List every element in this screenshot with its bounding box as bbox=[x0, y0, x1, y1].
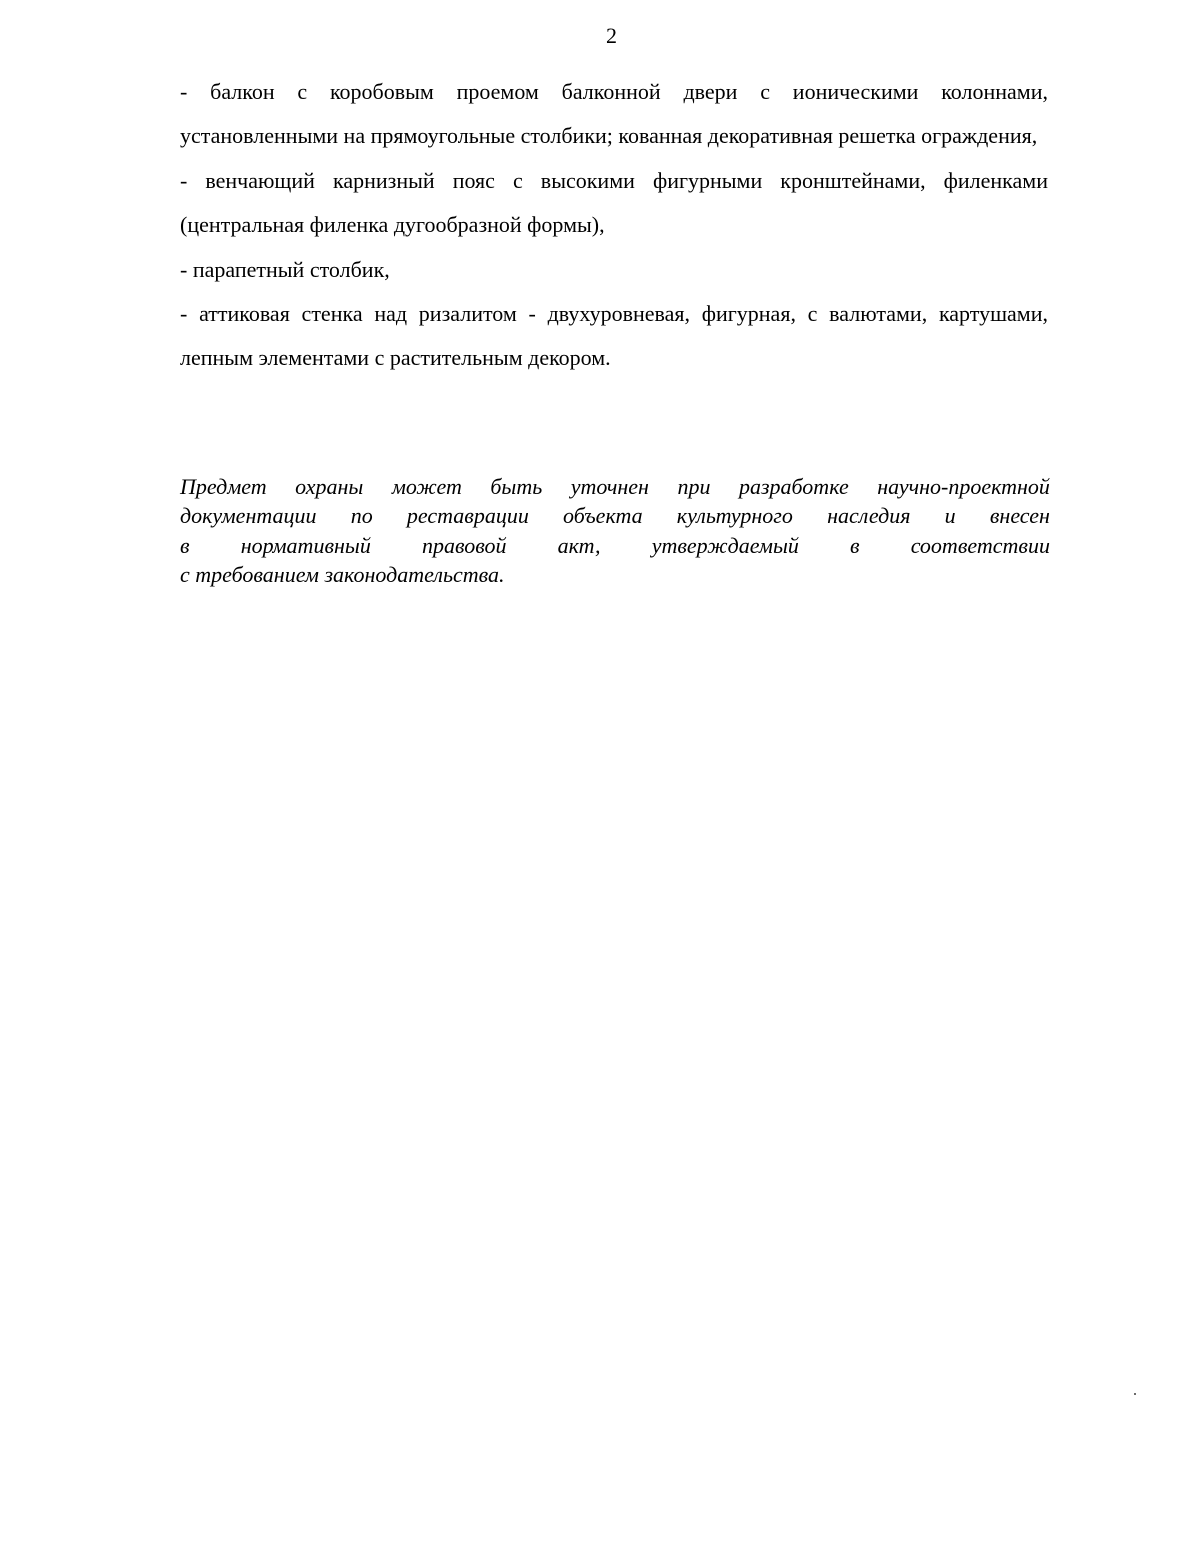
note-word: акт, bbox=[557, 532, 601, 558]
note-word: и bbox=[944, 503, 956, 529]
note-word: соответствии bbox=[910, 532, 1050, 558]
note-word: культурного bbox=[676, 503, 793, 529]
note-word: утверждаемый bbox=[651, 532, 799, 558]
note-word: Предмет bbox=[180, 474, 267, 499]
note-word: научно-проектной bbox=[877, 474, 1050, 499]
note-word: реставрации bbox=[406, 503, 529, 529]
note-line-2 bbox=[180, 501, 1050, 530]
note-line-1 bbox=[180, 472, 1050, 501]
item-attic-wall: - аттиковая стенка над ризалитом - двухуровневая, фигурная, с валютами, картушами, лепным элементами с растительным декором. bbox=[180, 301, 1048, 371]
page-number: 2 bbox=[606, 23, 617, 48]
note-word: охраны bbox=[295, 474, 364, 499]
note-line-3 bbox=[180, 531, 1050, 560]
note-word: может bbox=[391, 474, 462, 499]
item-cornice-belt: - венчающий карнизный пояс с высокими фигурными кронштейнами, филенками (центральная филенка дугообразной формы), bbox=[180, 167, 1048, 238]
note-word: нормативный bbox=[240, 532, 371, 558]
note-word: объекта bbox=[563, 503, 643, 529]
note-word: правовой bbox=[421, 532, 507, 558]
protection-subject-note bbox=[180, 472, 1050, 589]
note-word: уточнен bbox=[570, 474, 649, 499]
note-word: быть bbox=[490, 474, 543, 499]
note-word: внесен bbox=[989, 503, 1050, 529]
note-word: при bbox=[677, 474, 711, 499]
item-balcony: - балкон с коробовым проемом балконной двери с ионическими колоннами, установленными на прямоугольные столбики; кованная декоративная решетка ограждения, bbox=[180, 79, 1048, 149]
note-word: наследия bbox=[827, 503, 911, 529]
note-word: в bbox=[850, 532, 860, 558]
note-word: в bbox=[180, 532, 190, 558]
note-word: документации bbox=[180, 503, 317, 529]
note-word: разработке bbox=[738, 474, 849, 499]
item-parapet-post: - парапетный столбик, bbox=[180, 256, 390, 282]
note-line-4: с требованием законодательства. bbox=[180, 561, 505, 587]
note-word: по bbox=[350, 503, 373, 529]
scan-artifact-dot bbox=[1134, 1393, 1136, 1395]
heritage-items-list bbox=[180, 70, 1048, 381]
